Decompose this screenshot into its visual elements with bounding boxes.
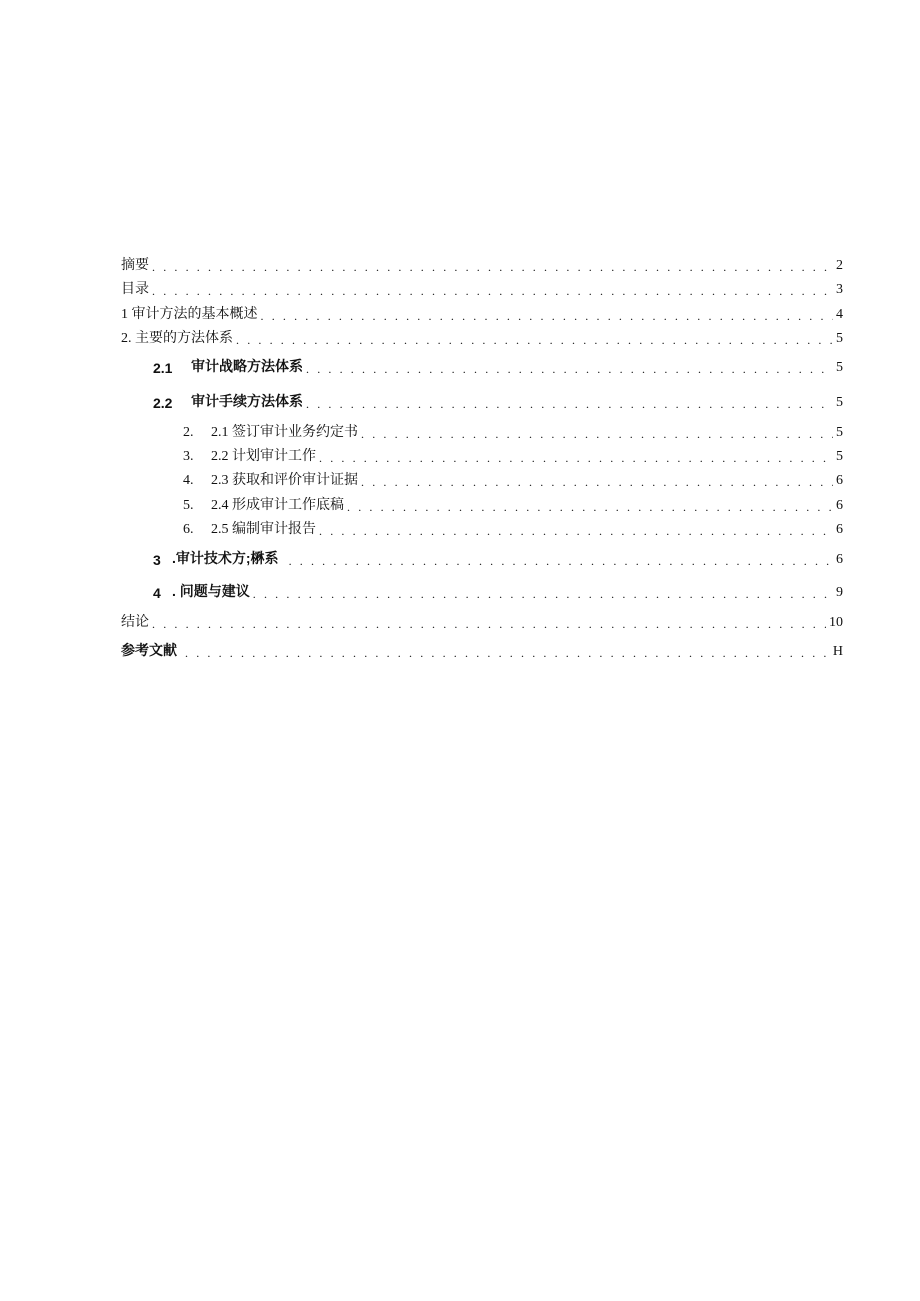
toc-entry-page: 5: [836, 425, 843, 440]
toc-dot-leader: [236, 333, 833, 347]
toc-dot-leader: [253, 587, 833, 601]
toc-entry-label: 2.2 计划审计工作: [211, 449, 316, 464]
toc-entry-label: 结论: [121, 615, 149, 630]
toc-entry-section-2-1[interactable]: [153, 354, 843, 376]
toc-entry-page: 2: [836, 258, 843, 273]
toc-entry-page: H: [832, 644, 843, 659]
toc-entry-label: 审计手续方法体系: [191, 393, 303, 409]
toc-entry-references[interactable]: [121, 638, 843, 660]
toc-entry-number: 2.: [183, 425, 194, 440]
toc-entry-number: 2.2: [153, 395, 173, 411]
toc-entry-label: .审计技术方;楙系: [172, 550, 279, 566]
toc-entry-section-2-2-5[interactable]: [183, 516, 843, 538]
toc-entry-label: 摘要: [121, 258, 149, 273]
toc-entry-page: 6: [836, 522, 843, 537]
toc-entry-section-2-2[interactable]: [153, 389, 843, 411]
toc-dot-leader: [261, 309, 834, 323]
toc-entry-label: 审计战略方法体系: [191, 358, 303, 374]
toc-entry-label: 1 审计方法的基本概述: [121, 307, 258, 322]
toc-dot-leader: [289, 554, 833, 568]
toc-entry-page: 6: [836, 498, 843, 513]
toc-dot-leader: [152, 260, 833, 274]
toc-entry-page: 10: [829, 615, 843, 630]
toc-entry-number: 3.: [183, 449, 194, 464]
toc-entry-section-2-2-3[interactable]: [183, 467, 843, 489]
toc-entry-page: 6: [836, 473, 843, 488]
toc-dot-leader: [152, 617, 826, 631]
toc-entry-page: 5: [836, 331, 843, 346]
toc-entry-label: . 问题与建议: [172, 583, 250, 599]
toc-entry-chapter-4[interactable]: [153, 579, 843, 601]
toc-entry-chapter-1[interactable]: [121, 301, 843, 323]
toc-entry-number: 6.: [183, 522, 194, 537]
toc-entry-conclusion[interactable]: [121, 609, 843, 631]
toc-entry-page: 5: [836, 360, 843, 375]
toc-entry-page: 4: [836, 307, 843, 322]
toc-entry-section-2-2-2[interactable]: [183, 443, 843, 465]
toc-entry-label: 2. 主要的方法体系: [121, 331, 233, 346]
toc-entry-section-2-2-1[interactable]: [183, 419, 843, 441]
toc-dot-leader: [361, 475, 833, 489]
toc-entry-label: 2.5 编制审计报告: [211, 522, 316, 537]
toc-entry-number: 4: [153, 585, 161, 601]
toc-entry-page: 6: [836, 552, 843, 567]
toc-dot-leader: [319, 524, 833, 538]
toc-entry-chapter-2[interactable]: [121, 325, 843, 347]
toc-dot-leader: [361, 427, 833, 441]
toc-entry-number: 2.1: [153, 360, 173, 376]
toc-entry-label: 目录: [121, 282, 149, 297]
toc-entry-contents[interactable]: [121, 276, 843, 298]
toc-entry-page: 3: [836, 282, 843, 297]
toc-dot-leader: [185, 646, 830, 660]
toc-entry-number: 3: [153, 552, 161, 568]
toc-dot-leader: [152, 284, 833, 298]
toc-entry-label: 2.4 形成审计工作底稿: [211, 498, 344, 513]
toc-dot-leader: [347, 500, 833, 514]
toc-entry-page: 5: [836, 395, 843, 410]
toc-dot-leader: [319, 451, 833, 465]
toc-dot-leader: [306, 397, 833, 411]
toc-entry-label: 2.3 获取和评价审计证据: [211, 473, 358, 488]
toc-entry-label: 参考文献: [121, 642, 177, 658]
toc-entry-abstract[interactable]: [121, 252, 843, 274]
toc-entry-label: 2.1 签订审计业务约定书: [211, 425, 358, 440]
toc-entry-number: 5.: [183, 498, 194, 513]
toc-entry-section-2-2-4[interactable]: [183, 492, 843, 514]
toc-entry-chapter-3[interactable]: [153, 546, 843, 568]
toc-entry-page: 5: [836, 449, 843, 464]
toc-entry-number: 4.: [183, 473, 194, 488]
toc-entry-page: 9: [836, 585, 843, 600]
toc-dot-leader: [306, 362, 833, 376]
